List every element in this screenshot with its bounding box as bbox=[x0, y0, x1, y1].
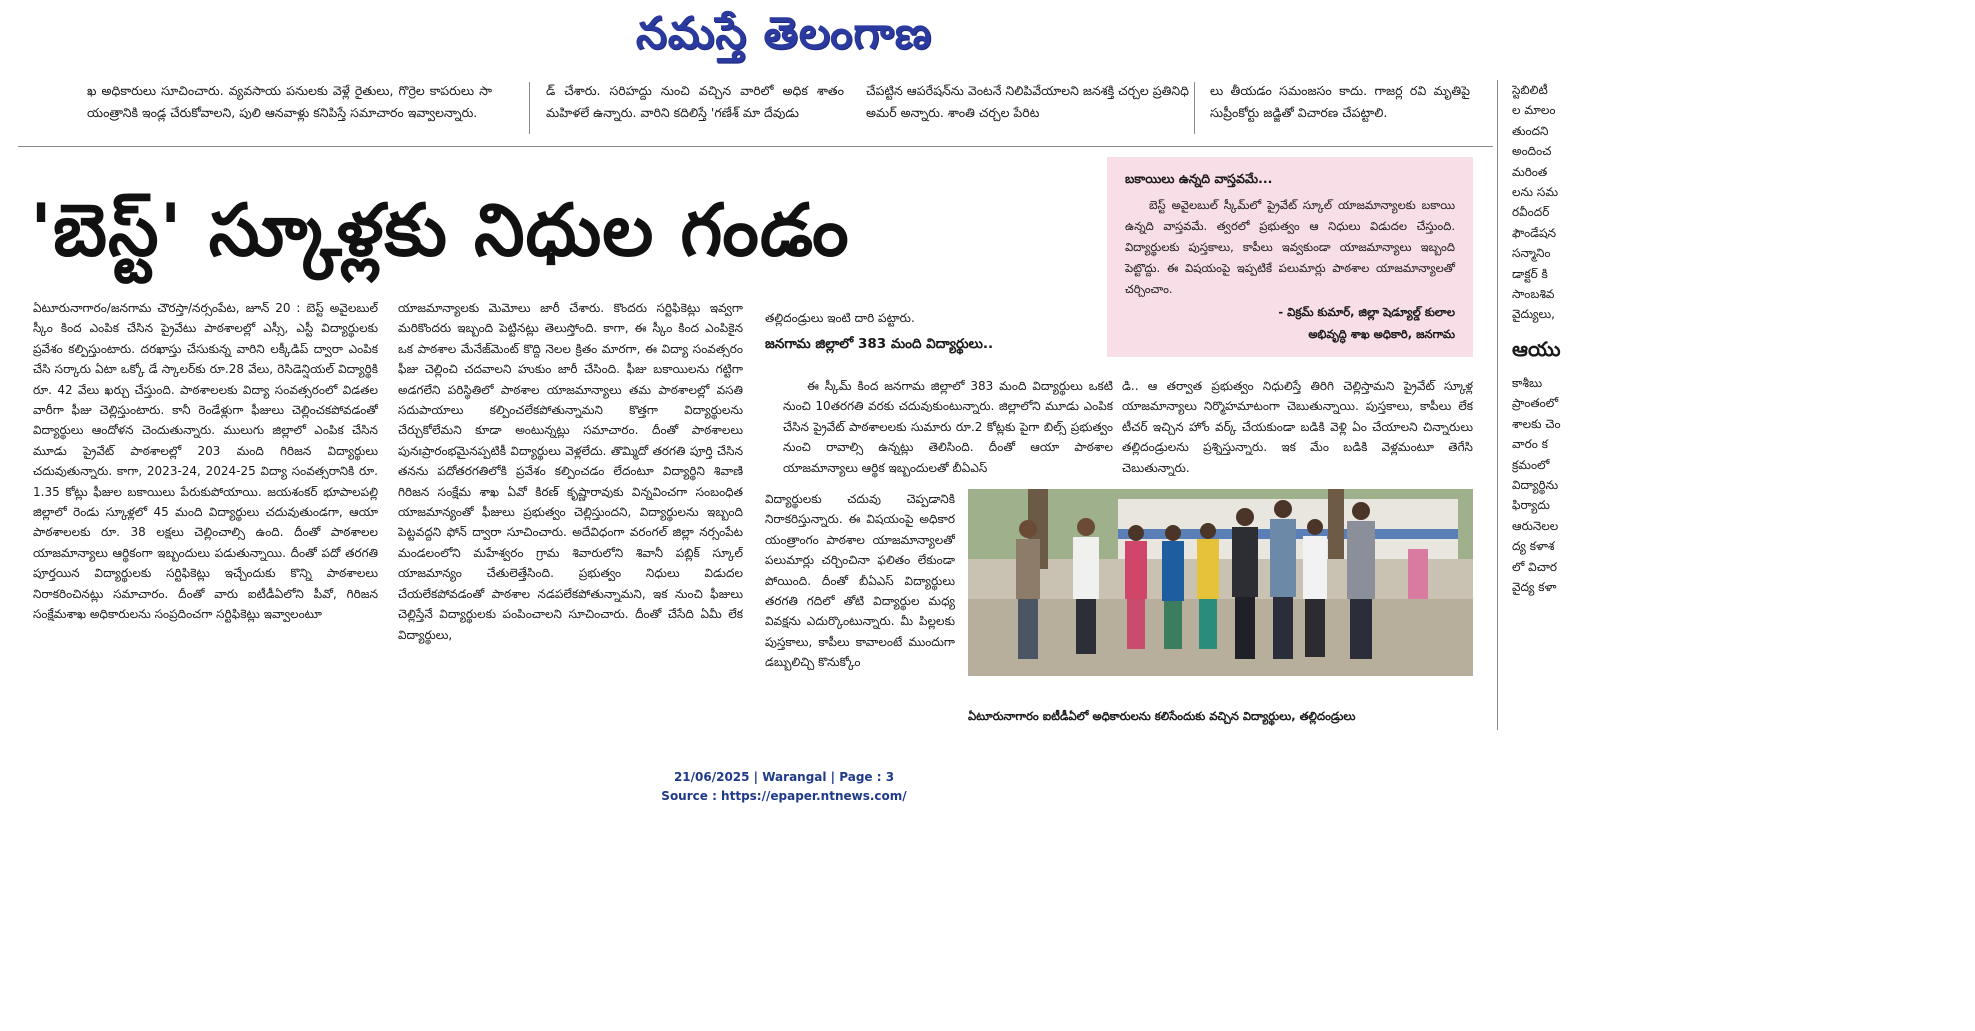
page-edge-divider bbox=[1497, 80, 1498, 730]
adjacent-line: అందించ bbox=[1512, 144, 1552, 159]
students-photo-illustration bbox=[968, 489, 1473, 676]
article-column-3-body: ఈ స్కీమ్ కింద జనగామ జిల్లాలో 383 మంది విద్యార్థులు ఒకటి నుంచి 10తరగతి వరకు చదువుకుంటున్నారు. జిల్లాలోని మూడు ఎంపిక చేసిన ప్రైవేట్ పాఠశాలలకు సుమారు రూ.2 కోట్లకు పైగా బిల్స్ ప్రభుత్వం నుంచి రావాల్సి ఉన్నట్లు తెలిసింది. దీంతో ఆయా పాఠశాల యాజమాన్యాలు ఆర్థిక ఇబ్బందులతో బీఏఎస్ bbox=[783, 379, 1113, 475]
column-divider bbox=[1194, 82, 1195, 134]
article-col3-lead: తల్లిదండ్రులు ఇంటి దారి పట్టారు. bbox=[765, 311, 915, 325]
adjacent-line: సన్మానిం bbox=[1512, 246, 1551, 261]
adjacent-line: ద్య కళాశ bbox=[1512, 539, 1555, 554]
adjacent-line: లను సమ bbox=[1512, 185, 1559, 200]
adjacent-line: తుందని bbox=[1512, 123, 1549, 138]
adjacent-line: లో విచార bbox=[1512, 559, 1558, 574]
adjacent-line: కాశీబు bbox=[1512, 375, 1543, 390]
adjacent-headline: ఆయు bbox=[1512, 336, 1561, 361]
adjacent-line: రవీందర్ bbox=[1512, 205, 1550, 220]
article-column-2: యాజమాన్యాలకు మెమోలు జారీ చేశారు. కొందరు సర్టిఫికెట్లు ఇవ్వగా మరికొందరు ఇబ్బంది పెట్టినట్లు తెలుస్తోంది. కాగా, ఈ స్కీం కింద ఎంపికైన ఒక పాఠశాల మేనేజ్‌మెంట్ కొద్ది నెలల క్రితం మారగా, ఈ విద్యా సంవత్సరం ఫీజు చెల్లించి చదవాలని హుకుం జారీ చేసింది. ఫీజు బకాయిలను గట్టిగా అడగలేని పరిస్థితిలో పాఠశాల యాజమాన్యాలు తమ పాఠశాలల్లో వసతి సదుపాయాలు కల్పించలేకపోతున్నామని కొత్తగా విద్యార్థులను చేర్చుకోలేమని కూడా అంటున్నట్లు సమాచారం. దీంతో పాఠశాలలు పునఃప్రారంభమైనప్పటికీ విద్యార్థులు వెళ్లలేదు. తొమ్మిదో తరగతి పూర్తి చేసిన తనను పదోతరగతిలోకి ప్రవేశం కల్పించడం లేదంటూ విద్యార్థిని శివాణి గిరిజన సంక్షేమ శాఖ ఏవో కిరణ్ కృష్ణారావుకు విన్నవించగా సంబంధిత యాజమాన్యంతో ఫీజులు ప్రభుత్వం చెల్లిస్తుందని, విద్యార్థులను ఇబ్బంది పెట్టవద్దని ఫోన్ ద్వారా సూచించారు. అదేవిధంగా వరంగల్ జిల్లా నర్సంపేట మండలంలోని మహేశ్వరం గ్రామ శివారులోని శివానీ పబ్లిక్ స్కూల్ యాజమాన్యం చేతులెత్తేసింది. ప్రభుత్వం నిధులు విడుదల చేయలేకపోవడంతో పాఠశాల నడపలేకపోతున్నామని, ఇక నుంచి ఫీజులు చెల్లిస్తేనే విద్యార్థులకు పంపించాలని సూచించారు. దీంతో చేసేది ఏమీ లేక విద్యార్థులు, bbox=[398, 301, 743, 642]
article-column-4-top: డి.. ఆ తర్వాత ప్రభుత్వం నిధులిస్తే తిరిగి చెల్లిస్తామని ప్రైవేట్ స్కూళ్ల యాజమాన్యాలు నిర్మొహమాటంగా చెబుతున్నాయి. పుస్తకాలు, కాపీలు లేక టీచర్ ఇచ్చిన హోం వర్క్ చేయకుండా బడికి వెళ్లి ఏం చేయాలని చిన్నారులు తల్లిదండ్రులను ప్రశ్నిస్తున్నారు. ఇక మేం బడికి వెళ్లమంటూ తెగేసి చెబుతున్నారు. bbox=[1122, 379, 1473, 475]
adjacent-line: సాంబశివ bbox=[1512, 287, 1555, 302]
article-column-3-lower: విద్యార్థులకు చదువు చెప్పడానికి నిరాకరిస్తున్నారు. ఈ విషయంపై అధికార యంత్రాంగం పాఠశాల యాజమాన్యాలతో పలుమార్లు చర్చించినా ఫలితం లేకుండా పోయింది. దీంతో బీఏఎస్ విద్యార్థులు తరగతి గదిలో తోటి విద్యార్థుల మధ్య వివక్షను ఎదుర్కొంటున్నారు. మీ పిల్లలకు పుస్తకాలు, కాపీలు కావాలంటే ముందుగా డబ్బులిచ్చి కొనుక్కోం bbox=[765, 492, 955, 670]
quote-box-body: బెస్ట్ అవైలబుల్ స్కీమ్‌లో ప్రైవేట్ స్కూల్ యాజమాన్యాలకు బకాయి ఉన్నది వాస్తవమే. త్వరలో ప్రభుత్వం ఆ నిధులు విడుదల చేస్తుంది. విద్యార్థులకు పుస్తకాలు, కాపీలు ఇవ్వకుండా యాజమాన్యాలు ఇబ్బంది పెట్టొద్దు. ఈ విషయంపై ఇప్పటికే పలుమార్లు పాఠశాల యాజమాన్యాలతో చర్చించాం. bbox=[1125, 198, 1455, 296]
adjacent-line: ల మాలం bbox=[1512, 103, 1556, 118]
page-footer bbox=[0, 768, 1568, 806]
students-photo bbox=[968, 489, 1473, 676]
newspaper-masthead: నమస్తే తెలంగాణ bbox=[635, 8, 933, 59]
column-divider bbox=[529, 82, 530, 134]
adjacent-line: స్టెబిలిటీ bbox=[1512, 83, 1548, 97]
adjacent-line: ఫౌండేషన bbox=[1512, 225, 1557, 240]
prev-story-col-1: ఖ అధికారులు సూచించారు. వ్యవసాయ పనులకు వెళ్లే రైతులు, గొర్రెల కాపరులు సా యంత్రానికి ఇండ్ల చేరుకోవాలని, పులి ఆనవాళ్లు కనిపిస్తే సమాచారం ఇవ్వాలన్నారు. bbox=[87, 83, 492, 120]
source-link[interactable]: Source : https://epaper.ntnews.com/ bbox=[661, 789, 907, 803]
quote-attribution-line-1: - విక్రమ్ కుమార్, జిల్లా షెడ్యూల్డ్ కులాల bbox=[1278, 305, 1455, 319]
adjacent-line: వైద్యులు, bbox=[1512, 307, 1555, 322]
adjacent-line: వారం క bbox=[1512, 437, 1548, 452]
adjacent-line: వైద్య కళా bbox=[1512, 579, 1557, 594]
quote-box-title: బకాయిలు ఉన్నది వాస్తవమే... bbox=[1125, 171, 1273, 186]
prev-story-col-4: లు తీయడం సమంజసం కాదు. గాజర్ల రవి మృతిపై సుప్రీంకోర్టు జడ్జితో విచారణ చేపట్టాలి. bbox=[1210, 83, 1470, 120]
prev-story-col-3: చేపట్టిన ఆపరేషన్‌ను వెంటనే నిలిపివేయాలని జనశక్తి చర్చల ప్రతినిధి అమర్ అన్నారు. శాంతి చర్చల పేరిట bbox=[866, 83, 1189, 120]
main-headline: 'బెస్ట్' స్కూళ్లకు నిధుల గండం bbox=[30, 188, 850, 272]
adjacent-line: డాక్టర్ కి bbox=[1512, 266, 1548, 281]
adjacent-line: ప్రాంతంలో bbox=[1512, 396, 1559, 411]
section-divider bbox=[18, 146, 1493, 147]
adjacent-line: ఫిర్యాదు bbox=[1512, 498, 1550, 513]
adjacent-line: క్రమంలో bbox=[1512, 457, 1550, 472]
adjacent-line: శాలకు చెం bbox=[1512, 416, 1561, 431]
quote-attribution-line-2: అభివృద్ధి శాఖ అధికారి, జనగామ bbox=[1308, 327, 1455, 341]
adjacent-story-cutoff bbox=[1512, 80, 1568, 730]
article-column-3-top bbox=[765, 308, 1115, 374]
article-column-1: ఏటూరునాగారం/జనగామ చౌరస్తా/నర్సంపేట, జూన్ 20 : బెస్ట్ అవైలబుల్ స్కీం కింద ఎంపిక చేసిన ప్రైవేటు పాఠశాలల్లో ఎస్సీ, ఎస్టీ విద్యార్థులకు ప్రవేశం కల్పిస్తుంటారు. దరఖాస్తు చేసుకున్న వారిని లక్కీడిప్ ద్వారా ఎంపిక చేసి సర్కారు ఏటా ఒక్కో డే స్కాలర్‌కు రూ.28 వేలు, రెసిడెన్షియల్ విద్యార్థికి రూ. 42 వేలు ఖర్చు చేస్తుంది. పాఠశాలలకు విద్యా సంవత్సరంలో విడతల వారీగా ఫీజు చెల్లిస్తుంటారు. కానీ రెండేళ్లుగా ఫీజులు చెల్లించకపోవడంతో విద్యార్థులు ఆందోళన చెందుతున్నారు. ములుగు జిల్లాలో ఎంపిక చేసిన మూడు ప్రైవేట్ పాఠశాలల్లో 203 మంది గిరిజన విద్యార్థులు చదువుతున్నారు. కాగా, 2023-24, 2024-25 విద్యా సంవత్సరానికి రూ. 1.35 కోట్లు ఫీజుల బకాయిలు పేరుకుపోయాయి. జయశంకర్ భూపాలపల్లి జిల్లాలో రెండు స్కూళ్లలో 45 మంది విద్యార్థులు చదువుతుండగా, ఆయా పాఠశాలలకు రూ. 38 లక్షలు చెల్లించాల్సి ఉంది. దీంతో పాఠశాలల యాజమాన్యాలు ఆర్థికంగా ఇబ్బందులు పడుతున్నాయి. దీంతో పదో తరగతి పూర్తయిన విద్యార్థులకు సర్టిఫికెట్లు ఇచ్చేందుకు కొన్ని పాఠశాలలు నిరాకరించినట్లు సమాచారం. దీంతో వారు ఐటీడీఏలోని పీవో, గిరిజన సంక్షేమశాఖ అధికారులను సంప్రదించగా సర్టిఫికెట్లు ఇవ్వాలంటూ bbox=[33, 301, 378, 622]
adjacent-line: విద్యార్థిను bbox=[1512, 477, 1559, 492]
adjacent-line: ఆరునెలల bbox=[1512, 518, 1559, 533]
edition-info: 21/06/2025 | Warangal | Page : 3 bbox=[673, 770, 895, 784]
adjacent-line: మరింత bbox=[1512, 164, 1548, 179]
prev-story-col-2: డ్ చేశారు. సరిహద్దు నుంచి వచ్చిన వారిలో అధిక శాతం మహిళలే ఉన్నారు. వారిని కదిలిస్తే 'గణేశ్ మా దేవుడు bbox=[546, 83, 844, 120]
photo-caption: ఏటూరునాగారం ఐటీడీఏలో అధికారులను కలిసేందుకు వచ్చిన విద్యార్థులు, తల్లిదండ్రులు bbox=[968, 709, 1356, 723]
article-subheading: జనగామ జిల్లాలో 383 మంది విద్యార్థులు.. bbox=[765, 336, 994, 353]
official-quote-box bbox=[1107, 157, 1473, 357]
